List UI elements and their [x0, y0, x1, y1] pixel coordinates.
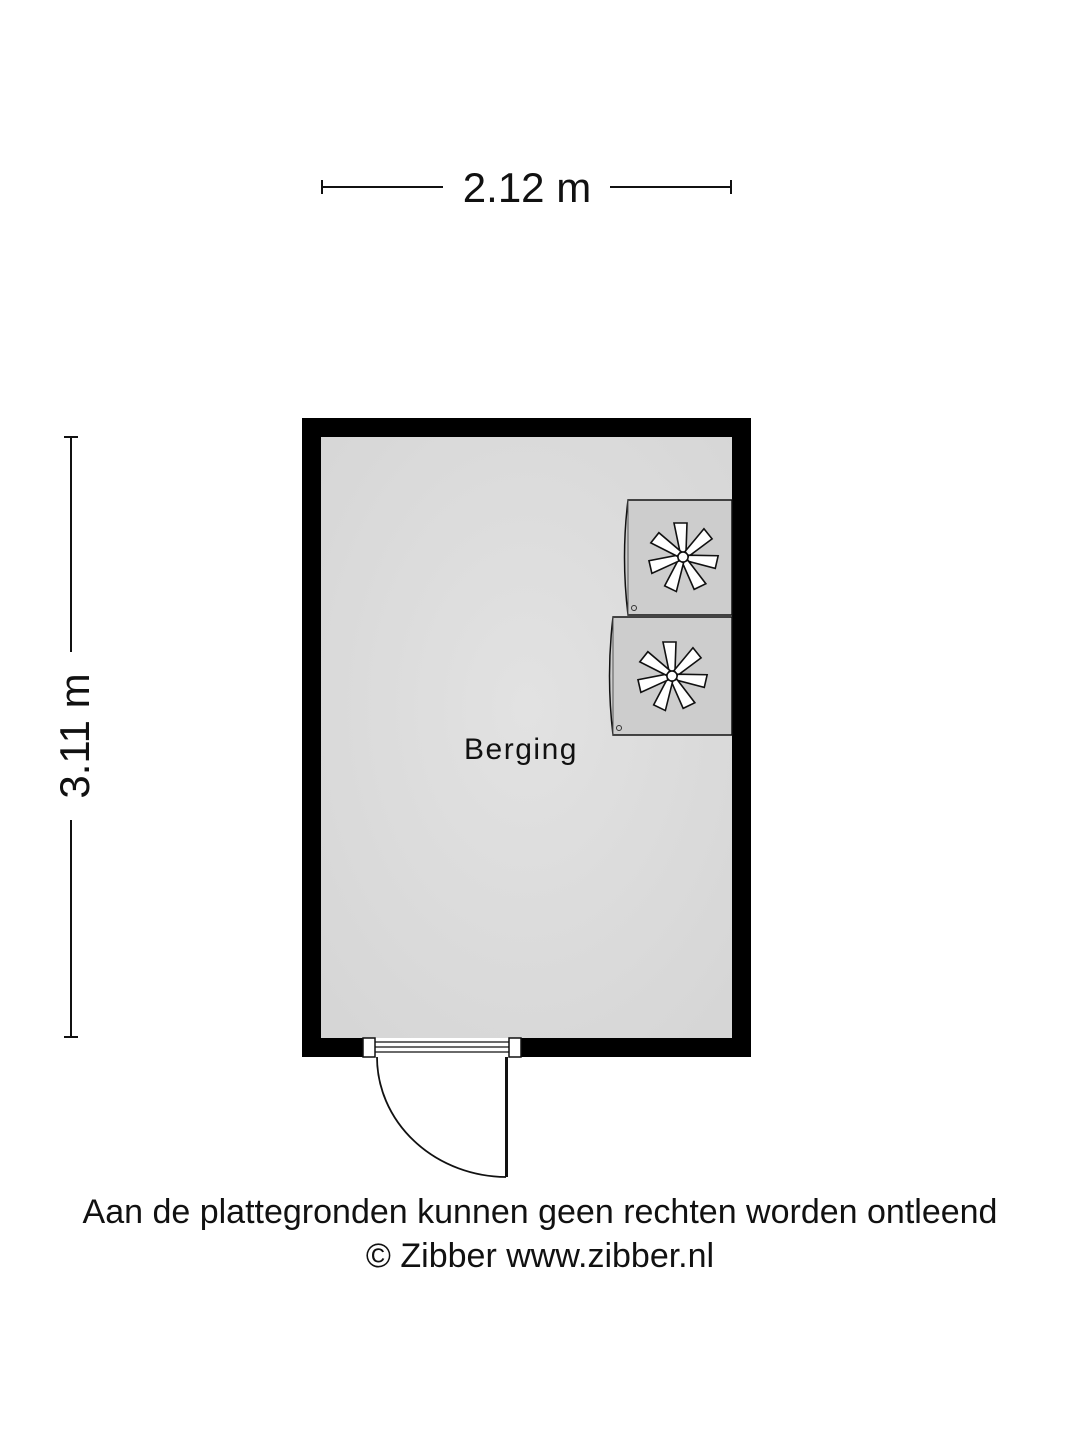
- fan-unit-top: [625, 500, 733, 615]
- door-leaf: [505, 1057, 508, 1177]
- copyright-text: © Zibber www.zibber.nl: [365, 1237, 715, 1275]
- room-label: Berging: [464, 733, 578, 766]
- disclaimer-text: Aan de plattegronden kunnen geen rechten worden ontleend: [82, 1193, 998, 1231]
- width-dimension: [322, 164, 731, 211]
- width-label: 2.12 m: [462, 164, 592, 211]
- height-label: 3.11 m: [51, 673, 98, 799]
- door: [363, 1038, 521, 1177]
- height-dimension: [51, 437, 98, 1037]
- fan-unit-bottom: [610, 617, 733, 735]
- door-swing: [377, 1057, 506, 1177]
